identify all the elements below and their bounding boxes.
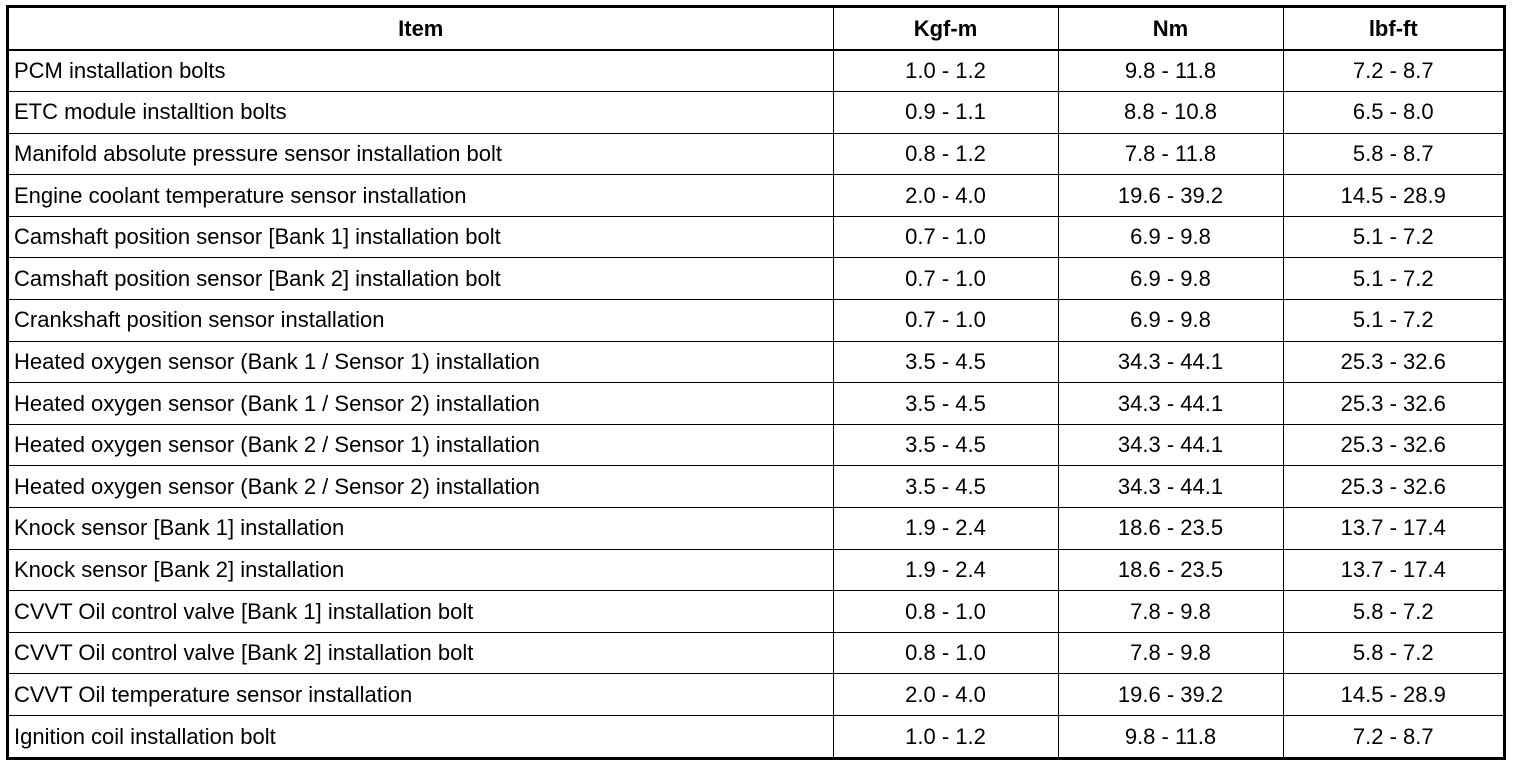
cell-nm: 6.9 - 9.8 <box>1058 216 1283 258</box>
cell-lbf-ft: 14.5 - 28.9 <box>1283 175 1503 217</box>
cell-nm: 8.8 - 10.8 <box>1058 92 1283 134</box>
cell-kgf-m: 2.0 - 4.0 <box>833 175 1058 217</box>
column-header-nm: Nm <box>1058 8 1283 50</box>
cell-item: Heated oxygen sensor (Bank 2 / Sensor 1) installation <box>9 424 833 466</box>
table-row <box>9 383 1503 425</box>
cell-lbf-ft: 7.2 - 8.7 <box>1283 50 1503 92</box>
table-row <box>9 508 1503 550</box>
cell-item: PCM installation bolts <box>9 50 833 92</box>
torque-spec-table <box>9 8 1503 757</box>
cell-lbf-ft: 25.3 - 32.6 <box>1283 424 1503 466</box>
table-row <box>9 674 1503 716</box>
cell-lbf-ft: 25.3 - 32.6 <box>1283 466 1503 508</box>
cell-kgf-m: 0.8 - 1.2 <box>833 133 1058 175</box>
cell-item: Heated oxygen sensor (Bank 2 / Sensor 2) installation <box>9 466 833 508</box>
table-body <box>9 50 1503 757</box>
cell-kgf-m: 0.7 - 1.0 <box>833 216 1058 258</box>
table-row <box>9 591 1503 633</box>
cell-item: Camshaft position sensor [Bank 2] installation bolt <box>9 258 833 300</box>
cell-nm: 34.3 - 44.1 <box>1058 341 1283 383</box>
cell-kgf-m: 1.0 - 1.2 <box>833 50 1058 92</box>
cell-kgf-m: 0.8 - 1.0 <box>833 632 1058 674</box>
column-header-lbf-ft: lbf-ft <box>1283 8 1503 50</box>
table-row <box>9 300 1503 342</box>
table-row <box>9 216 1503 258</box>
cell-kgf-m: 0.7 - 1.0 <box>833 258 1058 300</box>
cell-kgf-m: 0.9 - 1.1 <box>833 92 1058 134</box>
cell-lbf-ft: 5.8 - 7.2 <box>1283 591 1503 633</box>
cell-item: Crankshaft position sensor installation <box>9 300 833 342</box>
cell-item: Camshaft position sensor [Bank 1] installation bolt <box>9 216 833 258</box>
cell-kgf-m: 3.5 - 4.5 <box>833 383 1058 425</box>
cell-nm: 7.8 - 9.8 <box>1058 632 1283 674</box>
cell-nm: 9.8 - 11.8 <box>1058 50 1283 92</box>
cell-item: Heated oxygen sensor (Bank 1 / Sensor 2) installation <box>9 383 833 425</box>
cell-kgf-m: 3.5 - 4.5 <box>833 341 1058 383</box>
cell-kgf-m: 1.9 - 2.4 <box>833 508 1058 550</box>
cell-item: Knock sensor [Bank 1] installation <box>9 508 833 550</box>
column-header-item: Item <box>9 8 833 50</box>
cell-kgf-m: 1.0 - 1.2 <box>833 716 1058 758</box>
cell-nm: 34.3 - 44.1 <box>1058 383 1283 425</box>
cell-kgf-m: 3.5 - 4.5 <box>833 424 1058 466</box>
cell-item: Heated oxygen sensor (Bank 1 / Sensor 1) installation <box>9 341 833 383</box>
cell-lbf-ft: 5.1 - 7.2 <box>1283 300 1503 342</box>
cell-lbf-ft: 5.8 - 8.7 <box>1283 133 1503 175</box>
cell-item: Knock sensor [Bank 2] installation <box>9 549 833 591</box>
cell-lbf-ft: 5.8 - 7.2 <box>1283 632 1503 674</box>
table-row <box>9 632 1503 674</box>
cell-item: CVVT Oil temperature sensor installation <box>9 674 833 716</box>
table-row <box>9 716 1503 758</box>
cell-nm: 18.6 - 23.5 <box>1058 549 1283 591</box>
cell-lbf-ft: 25.3 - 32.6 <box>1283 341 1503 383</box>
cell-item: Ignition coil installation bolt <box>9 716 833 758</box>
cell-item: Engine coolant temperature sensor installation <box>9 175 833 217</box>
column-header-kgf-m: Kgf-m <box>833 8 1058 50</box>
table-row <box>9 549 1503 591</box>
cell-kgf-m: 2.0 - 4.0 <box>833 674 1058 716</box>
cell-nm: 19.6 - 39.2 <box>1058 674 1283 716</box>
cell-nm: 18.6 - 23.5 <box>1058 508 1283 550</box>
torque-spec-table-frame <box>6 5 1506 760</box>
cell-nm: 6.9 - 9.8 <box>1058 258 1283 300</box>
cell-kgf-m: 0.7 - 1.0 <box>833 300 1058 342</box>
table-row <box>9 341 1503 383</box>
table-row <box>9 133 1503 175</box>
table-header-row <box>9 8 1503 50</box>
cell-kgf-m: 0.8 - 1.0 <box>833 591 1058 633</box>
cell-lbf-ft: 5.1 - 7.2 <box>1283 258 1503 300</box>
table-row <box>9 50 1503 92</box>
cell-kgf-m: 1.9 - 2.4 <box>833 549 1058 591</box>
cell-item: CVVT Oil control valve [Bank 2] installation bolt <box>9 632 833 674</box>
table-row <box>9 92 1503 134</box>
cell-item: Manifold absolute pressure sensor installation bolt <box>9 133 833 175</box>
cell-lbf-ft: 6.5 - 8.0 <box>1283 92 1503 134</box>
cell-item: ETC module installtion bolts <box>9 92 833 134</box>
cell-nm: 34.3 - 44.1 <box>1058 424 1283 466</box>
cell-lbf-ft: 13.7 - 17.4 <box>1283 508 1503 550</box>
cell-lbf-ft: 13.7 - 17.4 <box>1283 549 1503 591</box>
table-row <box>9 466 1503 508</box>
cell-nm: 7.8 - 9.8 <box>1058 591 1283 633</box>
cell-nm: 34.3 - 44.1 <box>1058 466 1283 508</box>
cell-lbf-ft: 25.3 - 32.6 <box>1283 383 1503 425</box>
cell-nm: 19.6 - 39.2 <box>1058 175 1283 217</box>
table-row <box>9 175 1503 217</box>
cell-item: CVVT Oil control valve [Bank 1] installation bolt <box>9 591 833 633</box>
cell-nm: 7.8 - 11.8 <box>1058 133 1283 175</box>
table-row <box>9 258 1503 300</box>
cell-lbf-ft: 7.2 - 8.7 <box>1283 716 1503 758</box>
cell-nm: 6.9 - 9.8 <box>1058 300 1283 342</box>
cell-kgf-m: 3.5 - 4.5 <box>833 466 1058 508</box>
cell-lbf-ft: 14.5 - 28.9 <box>1283 674 1503 716</box>
table-row <box>9 424 1503 466</box>
cell-lbf-ft: 5.1 - 7.2 <box>1283 216 1503 258</box>
cell-nm: 9.8 - 11.8 <box>1058 716 1283 758</box>
